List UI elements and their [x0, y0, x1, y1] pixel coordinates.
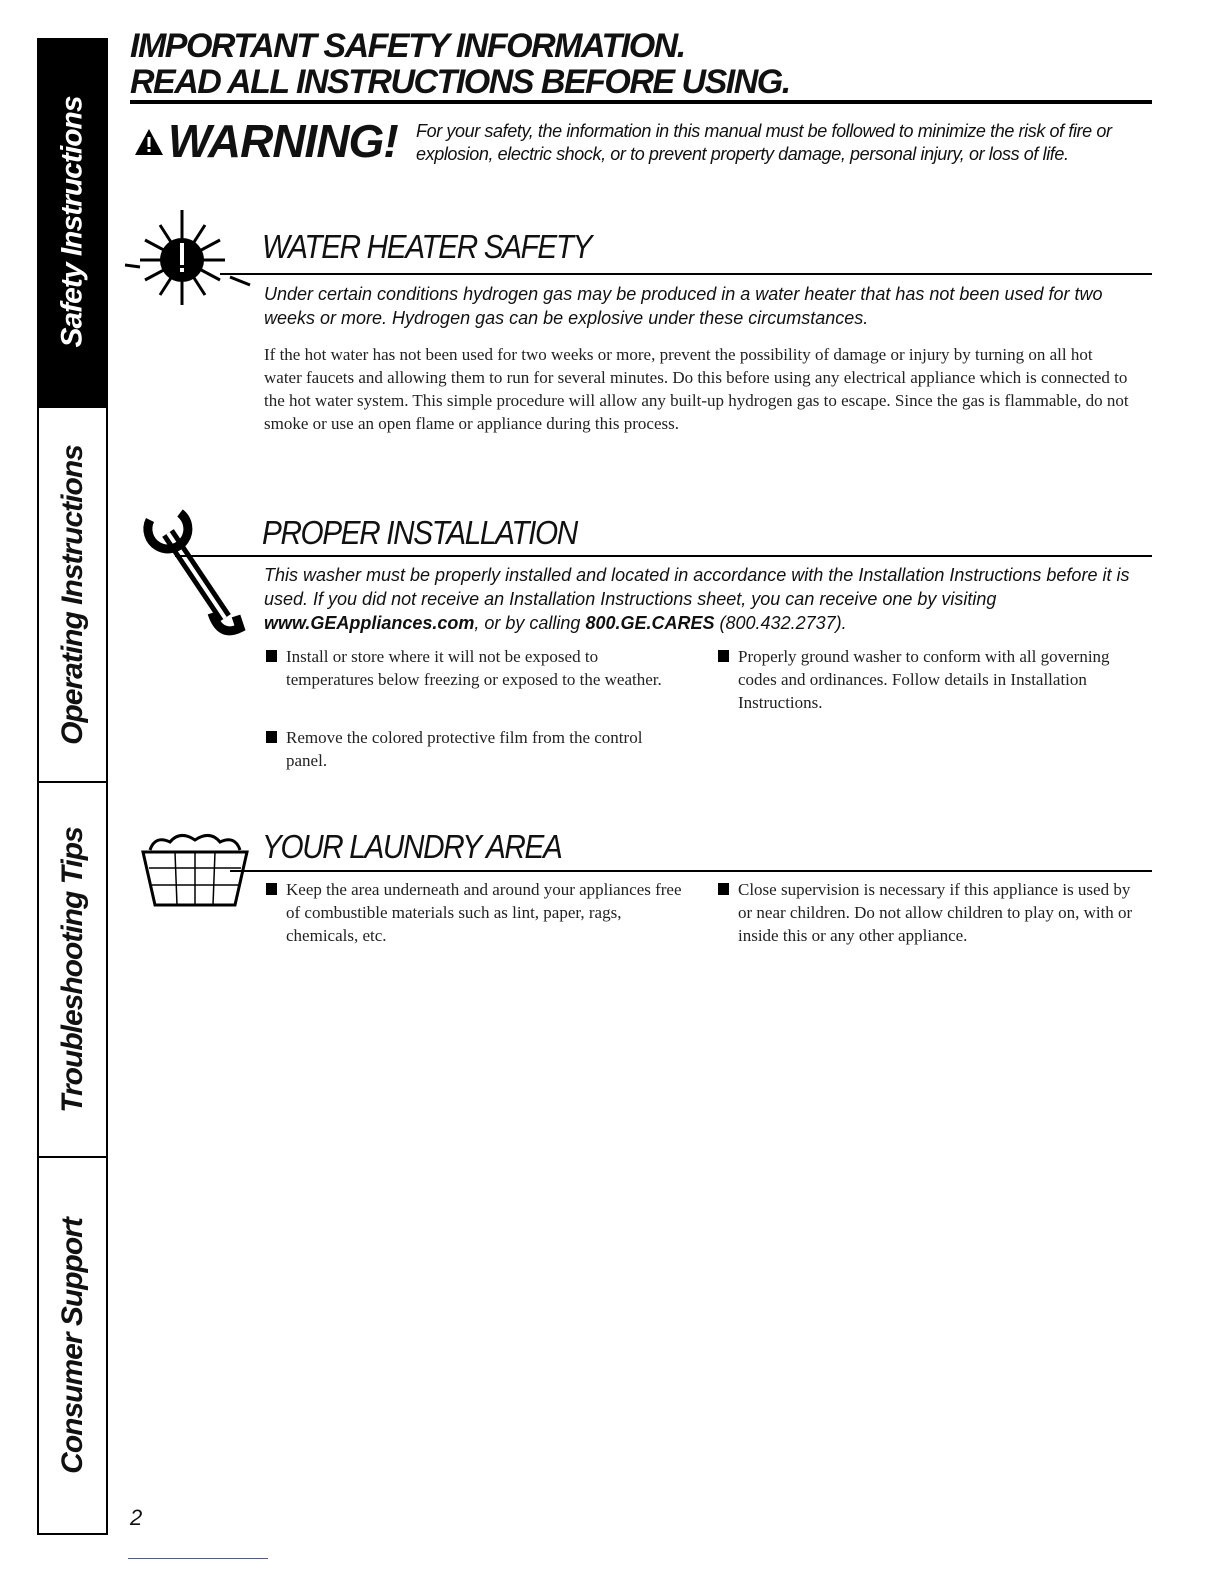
- page-number: 2: [130, 1505, 143, 1530]
- laundry-title: YOUR LAUNDRY AREA: [262, 828, 562, 865]
- warning-triangle-icon: [134, 128, 164, 156]
- phone-name: 800.GE.CARES: [585, 613, 715, 633]
- tab-label: Troubleshooting Tips: [55, 826, 89, 1113]
- section-sidebar: [37, 38, 108, 1535]
- wrench-icon: [140, 508, 250, 638]
- list-item: Install or store where it will not be exposed to temperatures below freezing or exposed to the weather.: [266, 645, 686, 691]
- list-item: Properly ground washer to conform with all governing codes and ordinances. Follow details in Installation Instructions.: [718, 645, 1138, 714]
- installation-lead: This washer must be properly installed and located in accordance with the Installation Instructions before it is used. If you did not receive an Installation Instructions sheet, you can receive one by visiting www.GEAppliances.com, or by calling 800.GE.CARES (800.432.2737).: [264, 565, 1130, 633]
- tab-label: Consumer Support: [55, 1217, 89, 1474]
- section-divider: [220, 273, 1152, 275]
- water-heater-body: If the hot water has not been used for two weeks or more, prevent the possibility of damage or injury by turning on all hot water faucets and allowing them to run for several minutes. Do this before using any electrical appliance which is connected to the hot water system. This simple procedure will allow any built-up hydrogen gas to escape. Since the gas is flammable, do not smoke or use an open flame or appliance during this process.: [264, 345, 1129, 433]
- list-item: Remove the colored protective film from the control panel.: [266, 726, 686, 772]
- tab-safety-instructions[interactable]: [39, 38, 106, 408]
- list-item: Keep the area underneath and around your appliances free of combustible materials such as lint, paper, rags, chemicals, etc.: [266, 878, 686, 947]
- warning-label: WARNING!: [168, 115, 398, 167]
- section-divider: [175, 555, 1152, 557]
- tab-operating-instructions[interactable]: [39, 408, 106, 783]
- tab-label: Safety Instructions: [55, 96, 89, 348]
- page-title-line2: READ ALL INSTRUCTIONS BEFORE USING.: [130, 63, 790, 101]
- water-heater-title: WATER HEATER SAFETY: [262, 228, 592, 265]
- section-divider: [230, 870, 1152, 872]
- warning-text: For your safety, the information in this manual must be followed to minimize the risk of fire or explosion, electric shock, or to prevent property damage, personal injury, or loss of life.: [416, 121, 1112, 164]
- tab-label: Operating Instructions: [55, 444, 89, 745]
- title-divider: [130, 100, 1152, 104]
- tab-troubleshooting-tips[interactable]: [39, 783, 106, 1158]
- footer-rule: [128, 1558, 268, 1559]
- installation-title: PROPER INSTALLATION: [262, 514, 577, 551]
- list-item: Close supervision is necessary if this appliance is used by or near children. Do not allow children to play on, with or inside this or any other appliance.: [718, 878, 1138, 947]
- website-link[interactable]: www.GEAppliances.com: [264, 613, 475, 633]
- water-heater-lead: Under certain conditions hydrogen gas may be produced in a water heater that has not been used for two weeks or more. Hydrogen gas can be explosive under these circumstances.: [264, 284, 1103, 328]
- page-title-line1: IMPORTANT SAFETY INFORMATION.: [130, 27, 685, 65]
- tab-consumer-support[interactable]: [39, 1158, 106, 1533]
- explosion-icon: [120, 205, 255, 310]
